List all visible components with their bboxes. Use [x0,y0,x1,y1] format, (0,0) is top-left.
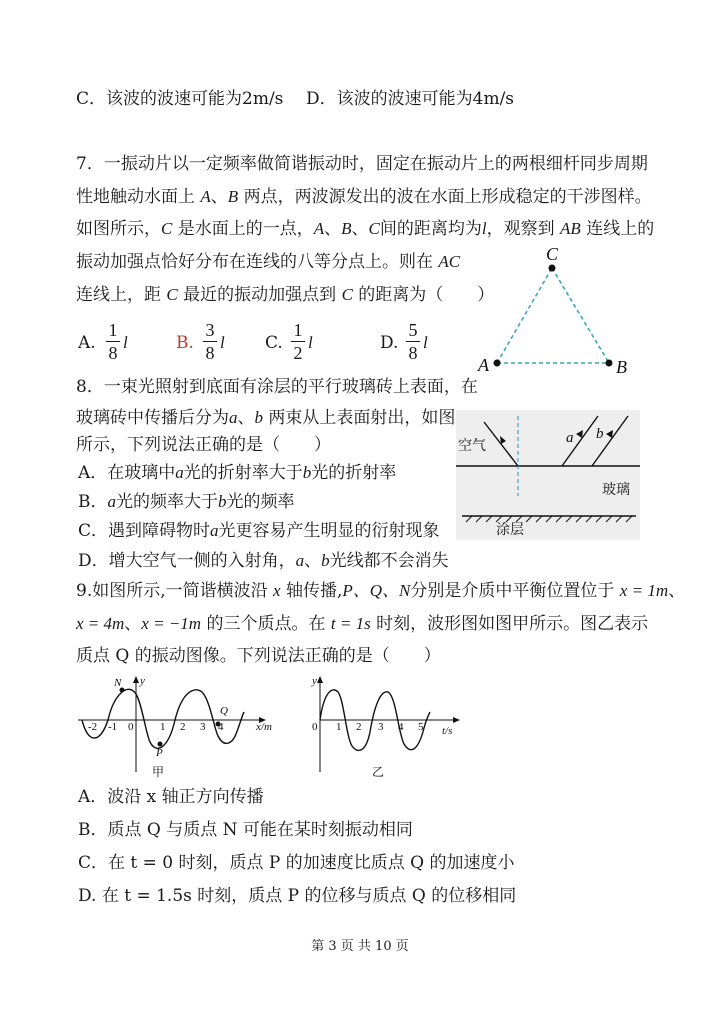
q9-stem-line1: 9.如图所示,一简谐横波沿 x 轴传播,P、Q、N分别是介质中平衡位置位于 x = 1m、 [76,581,686,601]
point-p [158,742,163,747]
x-label: x/m [256,721,272,733]
q6-option-c: C．该波的波速可能为2m/s [76,89,284,109]
label-coating: 涂层 [496,523,524,538]
y-label: y [312,675,317,687]
q9-stem-line2: x = 4m、x = −1m 的三个质点。在 t = 1s 时刻，波形图如图甲所示。图乙表示 [76,614,649,634]
q9-graph-vibration [306,672,466,782]
q6-option-d: D．该波的波速可能为4m/s [306,89,515,109]
q9-graph-wave [76,672,286,782]
q7-stem-line5: 连线上，距 C 最近的振动加强点到 C 的距离为（ ） [76,285,495,305]
q7-option-b-label: B. [176,333,194,353]
tick-3: 3 [200,721,206,733]
q8-option-a: A．在玻璃中a光的折射率大于b光的折射率 [78,463,397,483]
q8-stem-line2: 玻璃砖中传播后分为a、b 两束从上表面射出，如图 [76,408,456,428]
point-c [549,265,556,272]
label-air: 空气 [458,439,486,454]
t-axis-arrow [453,717,460,723]
q8-glass-figure [456,410,640,540]
triangle-side-cb [552,268,609,363]
t-label: t/s [442,725,453,737]
q7-option-a-fraction: 1 8 [106,320,120,363]
q8-stem-line3: 所示，下列说法正确的是（ ） [76,435,331,455]
tick-1: 1 [160,721,166,733]
q9-option-d: D. 在 t = 1.5s 时刻，质点 P 的位移与质点 Q 的位移相同 [78,886,517,906]
q7-stem-line1: 7．一振动片以一定频率做简谐振动时，固定在振动片上的两根细杆同步周期 [76,154,648,174]
tick--1: -1 [108,721,118,733]
label-a: A [478,355,489,375]
label-b: B [616,357,627,377]
q8-option-d: D．增大空气一侧的入射角，a、b光线都不会消失 [78,551,449,571]
wave-curve [82,689,244,748]
label-ray-a: a [566,430,574,446]
q7-stem-line2: 性地触动水面上 A、B 两点，两波源发出的波在水面上形成稳定的干涉图样。 [76,187,652,207]
q9-stem-line3: 质点 Q 的振动图像。下列说法正确的是（ ） [76,646,441,666]
tick-3: 3 [378,721,384,733]
q8-option-b: B．a光的频率大于b光的频率 [78,492,295,512]
label-p: P [156,747,163,759]
triangle-side-ac [497,268,552,363]
q7-stem-line4: 振动加强点恰好分布在连线的八等分点上。则在 AC [76,252,461,272]
q7-option-c-var: l [308,333,313,352]
page-footer: 第 3 页 共 10 页 [311,939,409,954]
label-q: Q [220,705,228,717]
tick-2: 2 [356,721,362,733]
q9-option-b: B．质点 Q 与质点 N 可能在某时刻振动相同 [78,820,413,840]
y-axis-arrow [133,676,139,683]
tick-4: 4 [218,721,224,733]
q7-option-b-fraction: 3 8 [203,320,217,363]
label-ray-b: b [596,426,604,442]
tick-0: 0 [312,721,318,733]
q7-stem-line3: 如图所示，C 是水面上的一点，A、B、C间的距离均为l，观察到 AB 连线上的 [76,219,655,239]
y-axis-arrow [317,676,323,683]
tick-5: 5 [418,721,424,733]
label-glass: 玻璃 [602,483,630,498]
caption-jia: 甲 [152,765,165,779]
y-label: y [140,675,145,687]
q8-option-c: C．遇到障碍物时a光更容易产生明显的衍射现象 [78,521,440,541]
tick--2: -2 [88,721,98,733]
q7-option-c-fraction: 1 2 [291,320,305,363]
point-b [606,360,613,367]
q7-option-d-fraction: 5 8 [406,320,420,363]
label-n: N [114,677,122,689]
q7-option-d-var: l [423,333,428,352]
q7-option-a-label: A. [78,333,96,353]
q9-option-a: A．波沿 x 轴正方向传播 [78,787,264,807]
q7-triangle-figure [470,240,640,380]
point-a [494,360,501,367]
tick-4: 4 [398,721,404,733]
q9-option-c: C．在 t = 0 时刻，质点 P 的加速度比质点 Q 的加速度小 [78,853,515,873]
tick-1: 1 [336,721,342,733]
q7-option-a-var: l [123,333,128,352]
q7-option-b-var: l [220,333,225,352]
tick-2: 2 [180,721,186,733]
q7-option-c-label: C. [265,333,283,353]
caption-yi: 乙 [372,765,385,779]
label-c: C [546,244,559,264]
tick-0: 0 [128,721,134,733]
q7-option-d-label: D. [380,333,399,353]
q8-stem-line1: 8．一束光照射到底面有涂层的平行玻璃砖上表面，在 [76,377,478,397]
